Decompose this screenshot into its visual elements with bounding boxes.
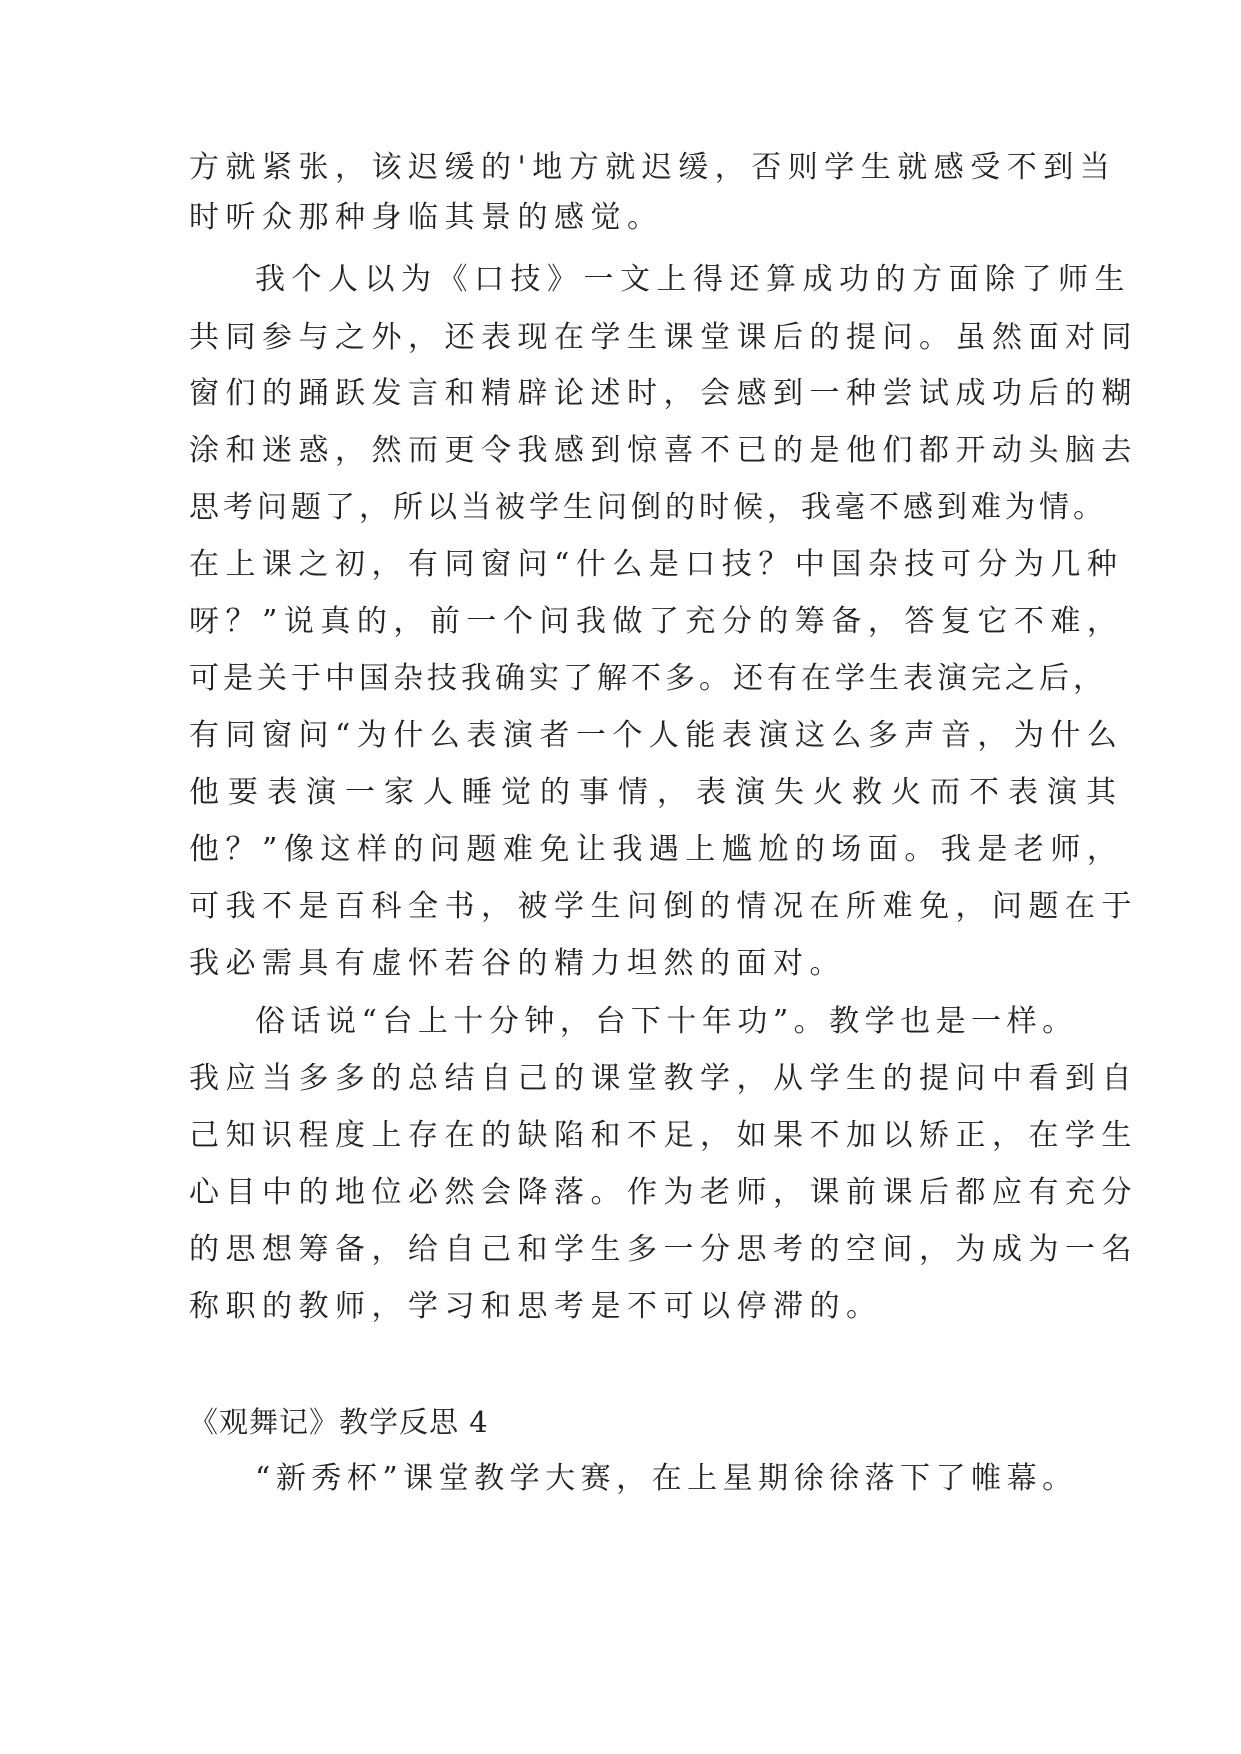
paragraph-3-line-1: 俗话说“台上十分钟，台下十年功”。教学也是一样。 bbox=[255, 1004, 1078, 1039]
paragraph-2-line-4: 涂和迷惑，然而更令我感到惊喜不已的是他们都开动头脑去 bbox=[189, 433, 1138, 468]
paragraph-2-line-2: 共同参与之外，还表现在学生课堂课后的提问。虽然面对同 bbox=[189, 320, 1138, 355]
paragraph-2-line-1: 我个人以为《口技》一文上得还算成功的方面除了师生 bbox=[255, 262, 1131, 297]
paragraph-2-line-3: 窗们的踊跃发言和精辟论述时，会感到一种尝试成功后的糊 bbox=[189, 376, 1138, 411]
paragraph-3-line-6: 称职的教师，学习和思考是不可以停滞的。 bbox=[189, 1289, 883, 1324]
paragraph-1-line-1: 方就紧张，该迟缓的'地方就迟缓，否则学生就感受不到当 bbox=[189, 150, 1117, 185]
paragraph-1-line-2: 时听众那种身临其景的感觉。 bbox=[189, 200, 664, 235]
paragraph-2-line-5: 思考问题了，所以当被学生问倒的时候，我毫不感到难为情。 bbox=[189, 490, 1107, 525]
paragraph-3-line-3: 己知识程度上存在的缺陷和不足，如果不加以矫正，在学生 bbox=[189, 1118, 1138, 1153]
paragraph-2-line-12: 可我不是百科全书，被学生问倒的情况在所难免，问题在于 bbox=[189, 889, 1138, 924]
paragraph-3-line-4: 心目中的地位必然会降落。作为老师，课前课后都应有充分 bbox=[189, 1175, 1138, 1210]
paragraph-3-line-5: 的思想筹备，给自己和学生多一分思考的空间，为成为一名 bbox=[189, 1232, 1138, 1267]
paragraph-3-line-2: 我应当多多的总结自己的课堂教学，从学生的提问中看到自 bbox=[189, 1061, 1138, 1096]
paragraph-2-line-10: 他要表演一家人睡觉的事情，表演失火救火而不表演其 bbox=[189, 775, 1125, 810]
paragraph-4-line-1: “新秀杯”课堂教学大赛，在上星期徐徐落下了帷幕。 bbox=[255, 1461, 1078, 1496]
paragraph-2-line-7: 呀？”说真的，前一个问我做了充分的筹备，答复它不难， bbox=[189, 604, 1124, 639]
section-heading: 《观舞记》教学反思 4 bbox=[189, 1405, 489, 1439]
paragraph-2-line-11: 他？”像这样的问题难免让我遇上尴尬的场面。我是老师， bbox=[189, 832, 1124, 867]
paragraph-2-line-13: 我必需具有虚怀若谷的精力坦然的面对。 bbox=[189, 946, 846, 981]
paragraph-2-line-8: 可是关于中国杂技我确实了解不多。还有在学生表演完之后， bbox=[189, 661, 1107, 696]
paragraph-2-line-9: 有同窗问“为什么表演者一个人能表演这么多声音，为什么 bbox=[189, 718, 1124, 753]
paragraph-2-line-6: 在上课之初，有同窗问“什么是口技？中国杂技可分为几种 bbox=[189, 547, 1124, 582]
